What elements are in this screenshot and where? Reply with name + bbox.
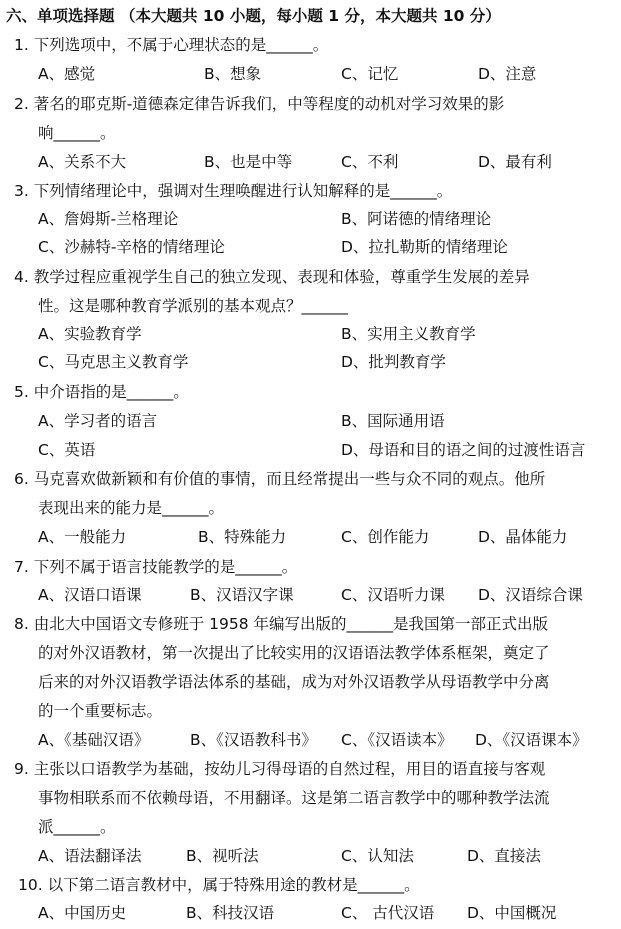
- question-6-stem: 6. 马克喜欢做新颖和有价值的事情，而且经常提出一些与众不同的观点。他所: [14, 470, 546, 488]
- question-10-option-d: D、中国概况: [467, 904, 557, 922]
- question-10-option-a: A、中国历史: [38, 904, 127, 922]
- question-9-option-c: C、认知法: [341, 847, 414, 865]
- question-3-stem: 3. 下列情绪理论中，强调对生理唤醒进行认知解释的是______。: [14, 182, 453, 200]
- question-4-stem-cont: 性。这是哪种教育学派别的基本观点？______: [38, 297, 349, 315]
- question-10-option-b: B、科技汉语: [186, 904, 275, 922]
- question-5-option-a: A、学习者的语言: [38, 412, 158, 430]
- question-5-stem: 5. 中介语指的是______。: [14, 383, 189, 401]
- question-6-option-c: C、创作能力: [341, 528, 430, 546]
- question-6-option-d: D、晶体能力: [478, 528, 568, 546]
- question-4-option-c: C、马克思主义教育学: [38, 353, 189, 371]
- question-8-option-d: D、《汉语课本》: [475, 731, 588, 749]
- question-9-option-b: B、视听法: [186, 847, 259, 865]
- question-8-option-c: C、《汉语读本》: [341, 731, 453, 749]
- question-8-option-a: A、《基础汉语》: [38, 731, 150, 749]
- question-9-stem: 9. 主张以口语教学为基础，按幼儿习得母语的自然过程，用目的语直接与客观: [14, 760, 546, 778]
- question-8-stem: 8. 由北大中国语文专修班于 1958 年编写出版的______是我国第一部正式出版: [14, 615, 549, 633]
- question-1-option-a: A、感觉: [38, 65, 96, 83]
- question-9-stem-cont-1: 事物相联系而不依赖母语，不用翻译。这是第二语言教学中的哪种教学法流: [38, 789, 550, 807]
- question-2-option-a: A、关系不大: [38, 153, 127, 171]
- question-2-option-d: D、最有利: [478, 153, 552, 171]
- question-4-option-d: D、批判教育学: [341, 353, 446, 371]
- question-4-stem: 4. 教学过程应重视学生自己的独立发现、表现和体验，尊重学生发展的差异: [14, 268, 530, 286]
- question-3-option-a: A、詹姆斯-兰格理论: [38, 210, 179, 228]
- question-5-option-b: B、国际通用语: [341, 412, 445, 430]
- question-7-option-d: D、汉语综合课: [478, 586, 583, 604]
- question-1-option-d: D、注意: [478, 65, 537, 83]
- question-9-option-d: D、直接法: [467, 847, 541, 865]
- question-5-option-c: C、英语: [38, 441, 96, 459]
- question-7-option-a: A、汉语口语课: [38, 586, 142, 604]
- question-2-stem: 2. 著名的耶克斯-道德森定律告诉我们，中等程度的动机对学习效果的影: [14, 95, 505, 113]
- section-note: （本大题共 10 小题，每小题 1 分，本大题共 10 分）: [120, 7, 501, 25]
- question-10-stem: 10. 以下第二语言教材中，属于特殊用途的教材是______。: [18, 876, 420, 894]
- question-7-option-c: C、汉语听力课: [341, 586, 445, 604]
- question-6-stem-cont: 表现出来的能力是______。: [38, 499, 225, 517]
- question-7-option-b: B、汉语汉字课: [190, 586, 294, 604]
- question-2-option-b: B、也是中等: [204, 153, 293, 171]
- section-heading: 六、单项选择题: [6, 7, 115, 25]
- question-10-option-c: C、 古代汉语: [341, 904, 435, 922]
- question-8-stem-cont-2: 后来的对外汉语教学语法体系的基础，成为对外汉语教学从母语教学中分离: [38, 673, 550, 691]
- question-9-option-a: A、语法翻译法: [38, 847, 142, 865]
- question-4-option-a: A、实验教育学: [38, 325, 142, 343]
- question-3-option-c: C、沙赫特-辛格的情绪理论: [38, 238, 225, 256]
- question-7-stem: 7. 下列不属于语言技能教学的是______。: [14, 558, 298, 576]
- question-2-stem-cont: 响______。: [38, 124, 116, 142]
- question-1-option-c: C、记忆: [341, 65, 399, 83]
- question-9-stem-cont-2: 派______。: [38, 818, 116, 836]
- question-5-option-d: D、母语和目的语之间的过渡性语言: [341, 441, 586, 459]
- question-2-option-c: C、不利: [341, 153, 399, 171]
- question-6-option-b: B、特殊能力: [198, 528, 287, 546]
- question-3-option-d: D、拉扎勒斯的情绪理论: [341, 238, 508, 256]
- question-8-option-b: B、《汉语教科书》: [190, 731, 317, 749]
- question-8-stem-cont-3: 的一个重要标志。: [38, 702, 163, 720]
- question-1-stem: 1. 下列选项中，不属于心理状态的是______。: [14, 36, 329, 54]
- question-4-option-b: B、实用主义教育学: [341, 325, 476, 343]
- question-3-option-b: B、阿诺德的情绪理论: [341, 210, 492, 228]
- question-6-option-a: A、一般能力: [38, 528, 127, 546]
- question-8-stem-cont-1: 的对外汉语教材，第一次提出了比较实用的汉语语法教学体系框架，奠定了: [38, 644, 550, 662]
- question-1-option-b: B、想象: [204, 65, 262, 83]
